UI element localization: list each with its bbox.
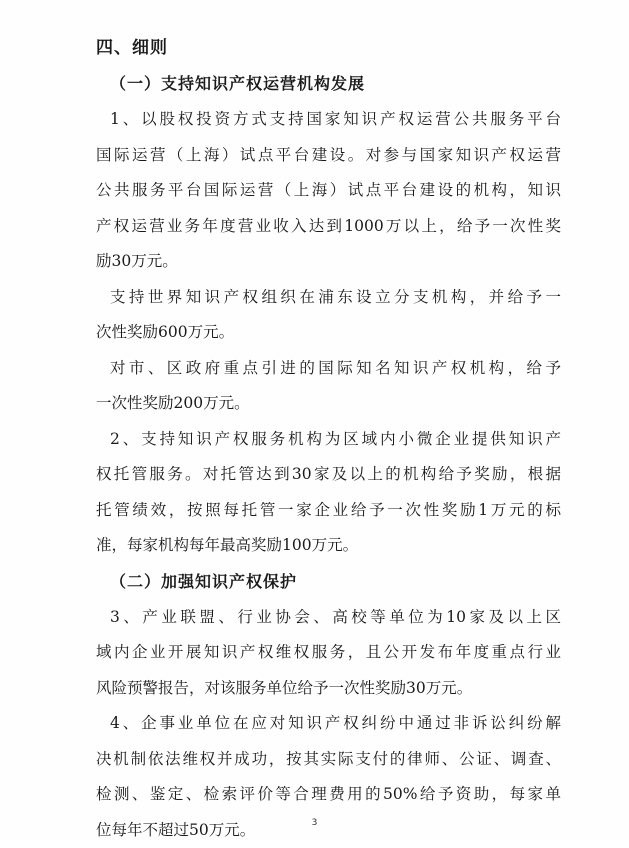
text-line: 国际运营（上海）试点平台建设。对参与国家知识产权运营 (96, 138, 561, 174)
text-line: 次性奖励600万元。 (96, 315, 561, 351)
paragraph-continuation (96, 457, 561, 564)
subsection-heading: （二）加强知识产权保护 (110, 564, 561, 600)
paragraph (110, 102, 561, 138)
paragraph (110, 600, 561, 636)
text-line: 支持世界知识产权组织在浦东设立分支机构，并给予一 (110, 280, 561, 316)
subsection-heading: （一）支持知识产权运营机构发展 (110, 66, 561, 102)
text-line: 励30万元。 (96, 244, 561, 280)
paragraph-continuation (96, 138, 561, 280)
text-line: 对市、区政府重点引进的国际知名知识产权机构，给予 (110, 351, 561, 387)
text-line: 3、产业联盟、行业协会、高校等单位为10家及以上区 (110, 600, 561, 636)
page-number: 3 (0, 818, 629, 828)
paragraph-continuation (96, 742, 561, 848)
text-line: 风险预警报告，对该服务单位给予一次性奖励30万元。 (96, 671, 561, 707)
text-line: 4、企事业单位在应对知识产权纠纷中通过非诉讼纠纷解 (110, 706, 561, 742)
paragraph-continuation (96, 315, 561, 351)
paragraph (110, 280, 561, 316)
paragraph (110, 351, 561, 387)
text-line: 一次性奖励200万元。 (96, 386, 561, 422)
paragraph (110, 706, 561, 742)
paragraph (110, 422, 561, 458)
text-line: 权托管服务。对托管达到30家及以上的机构给予奖励，根据 (96, 457, 561, 493)
text-line: 准，每家机构每年最高奖励100万元。 (96, 528, 561, 564)
text-line: 位每年不超过50万元。 (96, 813, 561, 848)
text-line: 公共服务平台国际运营（上海）试点平台建设的机构，知识 (96, 173, 561, 209)
paragraph-continuation (96, 386, 561, 422)
paragraph-continuation (96, 635, 561, 706)
text-line: 托管绩效，按照每托管一家企业给予一次性奖励1万元的标 (96, 493, 561, 529)
text-line: 决机制依法维权并成功，按其实际支付的律师、公证、调查、 (96, 742, 561, 778)
section-heading: 四、细则 (96, 30, 561, 66)
text-line: 2、支持知识产权服务机构为区域内小微企业提供知识产 (110, 422, 561, 458)
text-line: 1、以股权投资方式支持国家知识产权运营公共服务平台 (110, 102, 561, 138)
text-line: 产权运营业务年度营业收入达到1000万以上，给予一次性奖 (96, 209, 561, 245)
document-body (96, 30, 561, 848)
text-line: 域内企业开展知识产权维权服务，且公开发布年度重点行业 (96, 635, 561, 671)
text-line: 检测、鉴定、检索评价等合理费用的50%给予资助，每家单 (96, 777, 561, 813)
